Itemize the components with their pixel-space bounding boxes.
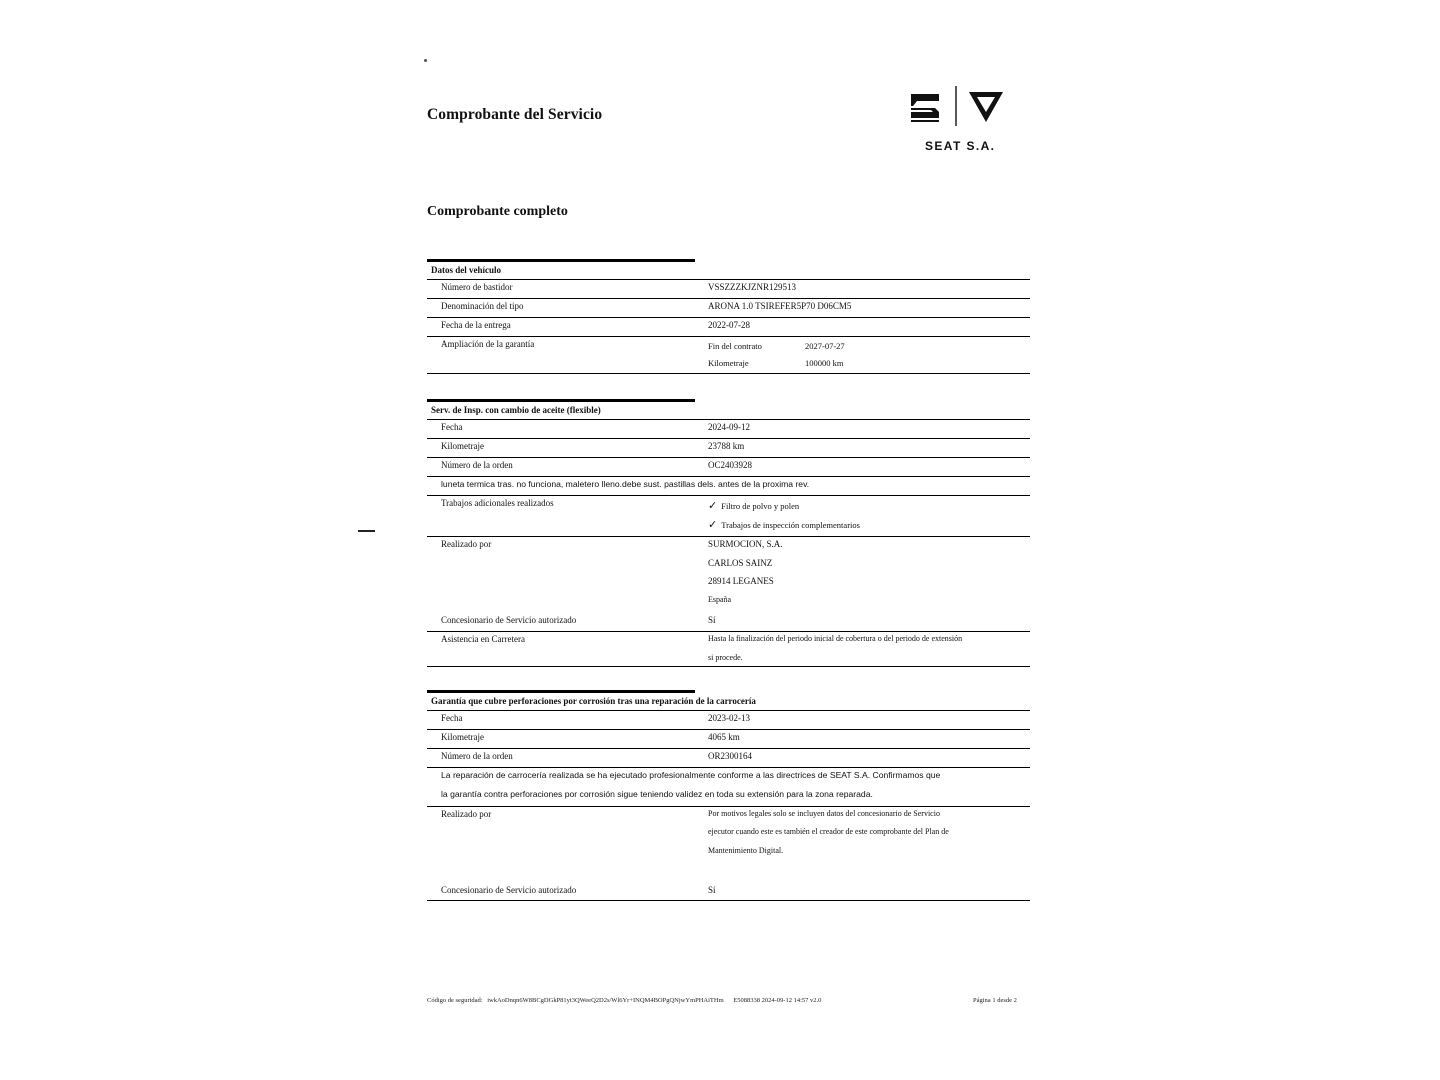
row-label: Número de la orden [441, 460, 513, 470]
scan-dot [424, 59, 427, 62]
roadside-assistance-row [427, 631, 1030, 666]
check-icon: ✓ [708, 499, 718, 512]
row-label: Fecha de la entrega [441, 320, 511, 330]
contract-end-label: Fin del contrato [708, 341, 762, 351]
row-label: Concesionario de Servicio autorizado [441, 615, 577, 625]
remark-row [427, 767, 1030, 806]
section-title: Datos del vehículo [431, 265, 502, 275]
section-bar [427, 690, 695, 693]
mileage-label: Kilometraje [708, 358, 749, 368]
warranty-row [427, 336, 1030, 373]
seat-logo-icon [905, 84, 1015, 134]
dealer-city: 28914 LEGANES [708, 576, 774, 586]
row-label: Número de la orden [441, 751, 513, 761]
assistance-text: Hasta la finalización del periodo inicial de cobertura o del periodo de extensión [708, 634, 963, 643]
row-value: 23788 km [708, 441, 745, 451]
row-value: OC2403928 [708, 460, 753, 470]
section-bar [427, 259, 695, 262]
table-row [427, 729, 1030, 748]
legal-note-end: Mantenimiento Digital. [708, 846, 784, 855]
dealer-name: SURMOCION, S.A. [708, 539, 783, 549]
table-row [427, 710, 1030, 729]
service-section [427, 399, 1030, 671]
divider [427, 666, 1030, 667]
row-label: Fecha [441, 713, 463, 723]
additional-item [708, 499, 799, 512]
assistance-text-cont: si procede. [708, 653, 743, 662]
brand-name: SEAT S.A. [925, 139, 996, 153]
additional-item-text: Filtro de polvo y polen [721, 501, 800, 511]
section-title: Garantía que cubre perforaciones por corrosión tras una reparación de la carrocería [431, 696, 756, 706]
row-value: Sí [708, 615, 716, 625]
performed-by-row [427, 806, 1030, 871]
row-value: 4065 km [708, 732, 740, 742]
table-row [427, 298, 1030, 317]
table-row [427, 279, 1030, 298]
dealer-street: CARLOS SAINZ [708, 558, 773, 568]
row-label: Denominación del tipo [441, 301, 524, 311]
row-label: Realizado por [441, 809, 492, 819]
row-label: Realizado por [441, 539, 492, 549]
row-label: Asistencia en Carretera [441, 634, 525, 644]
divider [427, 373, 1030, 374]
row-label: Ampliación de la garantía [441, 339, 535, 349]
remark-row [427, 476, 1030, 495]
legal-note: Por motivos legales solo se incluyen datos del concesionario de Servicio [708, 809, 940, 818]
security-code: iwkAoDnqn6W8BCgDGkP81yt3QWeeQ2D2s/Wl6Yr+INQM4BOPgQNjwYmPHAiTHm [487, 997, 724, 1004]
mileage-value: 100000 km [805, 358, 844, 368]
document-meta: E5088338 2024-09-12 14:57 v2.0 [733, 997, 822, 1004]
document-title: Comprobante del Servicio [427, 106, 603, 123]
row-label: Número de bastidor [441, 282, 513, 292]
divider [427, 900, 1030, 901]
table-row [427, 317, 1030, 336]
row-value: 2023-02-13 [708, 713, 750, 723]
corrosion-remark-cont: la garantía contra perforaciones por corrosión sigue teniendo validez en toda su extensión para la zona reparada. [441, 789, 873, 799]
legal-note-cont: ejecutor cuando este es también el creador de este comprobante del Plan de [708, 827, 949, 836]
vehicle-section [427, 259, 1030, 377]
security-code-label: Código de seguridad: [427, 997, 483, 1004]
table-row [427, 883, 1030, 899]
corrosion-remark: La reparación de carrocería realizada se ha ejecutado profesionalmente conforme a las directrices de SEAT S.A. Confirmamos que [441, 770, 941, 780]
row-value: ARONA 1.0 TSIREFER5P70 D06CM5 [708, 301, 852, 311]
row-label: Kilometraje [441, 441, 484, 451]
section-title: Serv. de Insp. con cambio de aceite (flexible) [431, 405, 601, 415]
row-label: Trabajos adicionales realizados [441, 498, 554, 508]
row-value: VSSZZZKJZNR129513 [708, 282, 797, 292]
table-row [427, 457, 1030, 476]
footer-security [427, 997, 821, 1004]
table-row [427, 438, 1030, 457]
scan-mark [358, 530, 375, 532]
document-subtitle: Comprobante completo [427, 204, 568, 219]
table-row [427, 748, 1030, 767]
row-value: Sí [708, 885, 716, 895]
service-remark: luneta termica tras. no funciona, maletero lleno.debe sust. pastillas dels. antes de la proxima rev. [441, 479, 810, 489]
row-value: 2022-07-28 [708, 320, 750, 330]
page-number: Página 1 desde 2 [973, 997, 1017, 1004]
contract-end-value: 2027-07-27 [805, 341, 845, 351]
additional-item-text: Trabajos de inspección complementarios [721, 520, 860, 530]
additional-item [708, 518, 860, 531]
additional-work-row [427, 495, 1030, 536]
row-value: 2024-09-12 [708, 422, 750, 432]
row-label: Kilometraje [441, 732, 484, 742]
section-bar [427, 399, 695, 402]
check-icon: ✓ [708, 518, 718, 531]
row-value: OR2300164 [708, 751, 753, 761]
performed-by-row [427, 536, 1030, 613]
table-row [427, 613, 1030, 629]
row-label: Fecha [441, 422, 463, 432]
corrosion-section [427, 690, 1030, 905]
row-label: Concesionario de Servicio autorizado [441, 885, 577, 895]
table-row [427, 419, 1030, 438]
dealer-country: España [708, 595, 732, 604]
